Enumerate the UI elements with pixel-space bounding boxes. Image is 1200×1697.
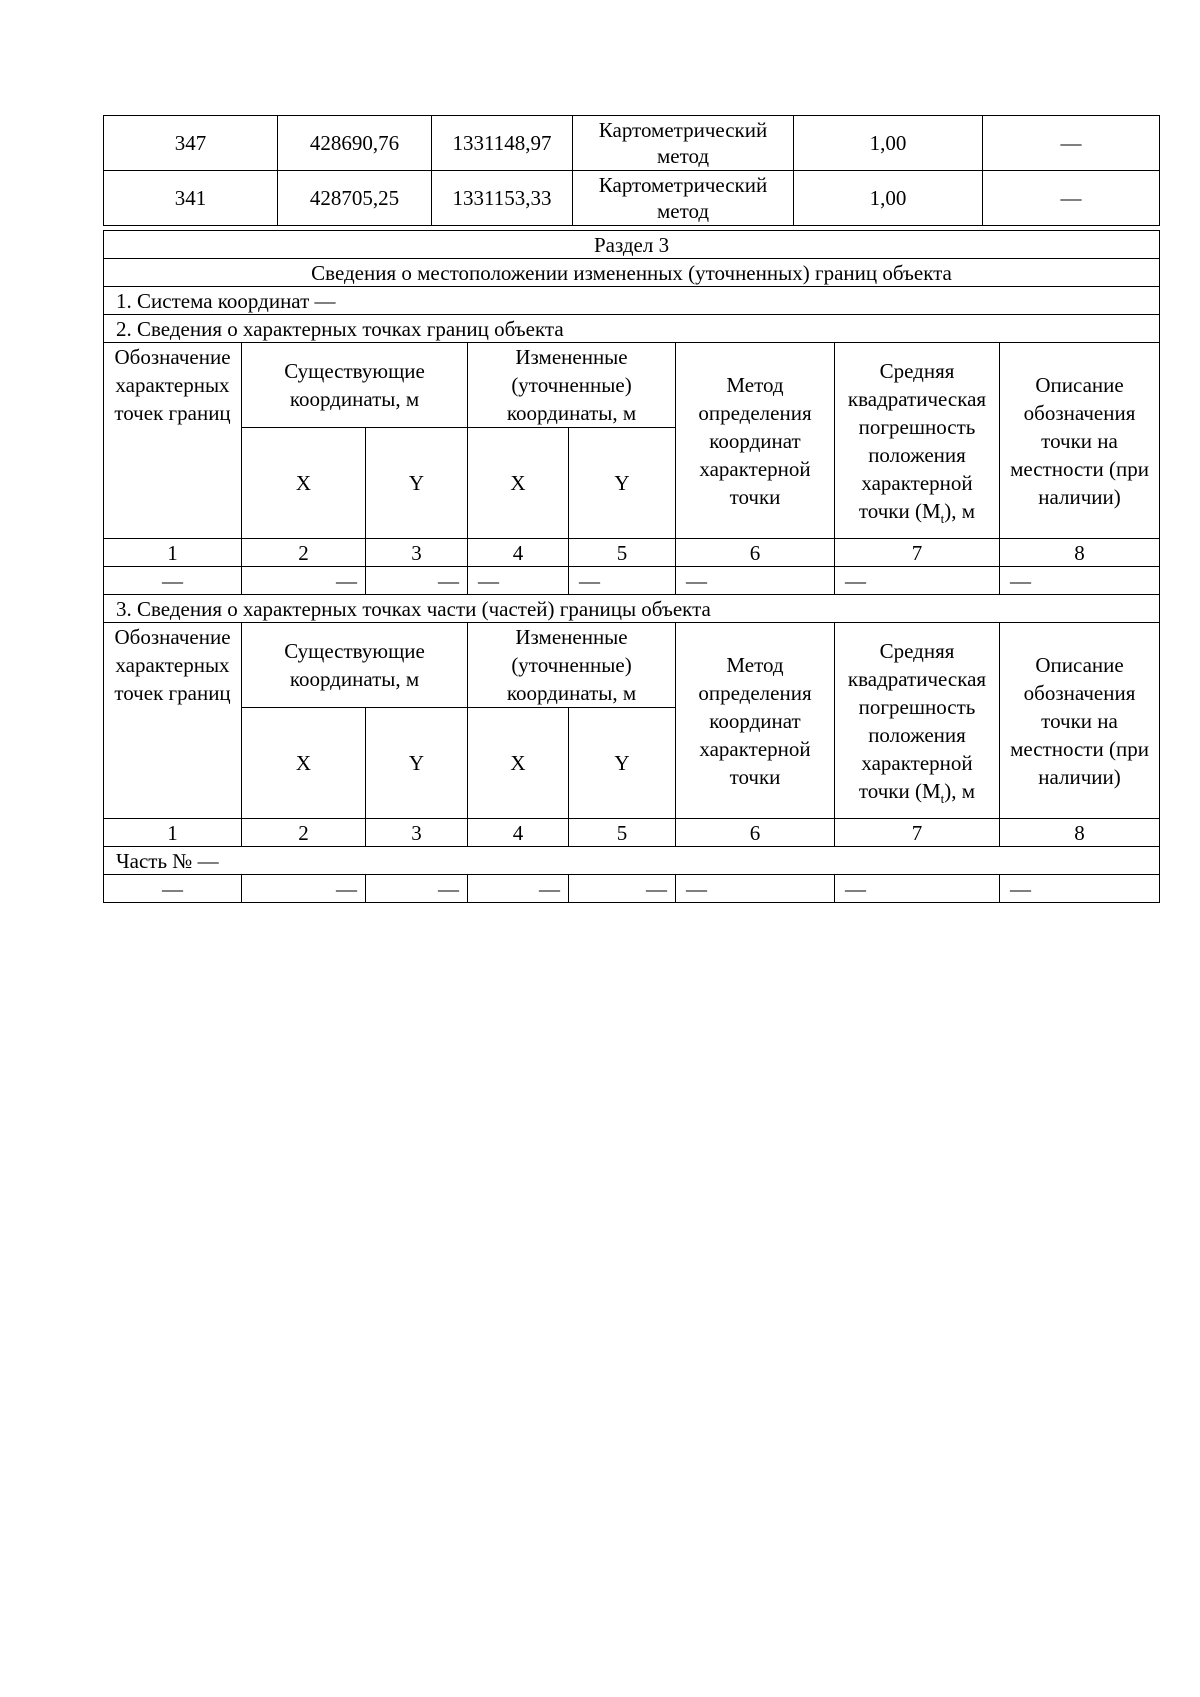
empty-cell: — xyxy=(676,567,835,595)
col-number: 7 xyxy=(835,539,1000,567)
col-number: 5 xyxy=(569,539,676,567)
header-existing-coords: Существующие координаты, м xyxy=(242,343,468,428)
table-row xyxy=(104,116,1160,171)
col-number: 1 xyxy=(104,819,242,847)
col-number: 2 xyxy=(242,539,366,567)
method: Картометрический метод xyxy=(573,171,794,226)
header-changed-coords: Измененные (уточненные) координаты, м xyxy=(468,343,676,428)
section-title: Раздел 3 xyxy=(104,231,1160,259)
col-number: 8 xyxy=(1000,539,1160,567)
point-number: 347 xyxy=(104,116,278,171)
col-number: 5 xyxy=(569,819,676,847)
table-row xyxy=(104,875,1160,903)
method: Картометрический метод xyxy=(573,116,794,171)
accuracy: 1,00 xyxy=(794,116,983,171)
section-subtitle: Сведения о местоположении измененных (уточненных) границ объекта xyxy=(104,259,1160,287)
points-subsection-title: 2. Сведения о характерных точках границ объекта xyxy=(104,315,1160,343)
coord-y: 1331153,33 xyxy=(432,171,573,226)
col-number: 4 xyxy=(468,539,569,567)
description: — xyxy=(983,116,1160,171)
header-x: X xyxy=(242,428,366,539)
header-x: X xyxy=(468,428,569,539)
header-y: Y xyxy=(569,428,676,539)
col-number: 2 xyxy=(242,819,366,847)
point-number: 341 xyxy=(104,171,278,226)
section-3-table xyxy=(103,230,1160,903)
col-number: 7 xyxy=(835,819,1000,847)
col-number: 6 xyxy=(676,819,835,847)
header-description: Описание обозначения точки на местности (при наличии) xyxy=(1000,623,1160,819)
empty-cell: — xyxy=(468,875,569,903)
table-row xyxy=(104,567,1160,595)
coord-system: 1. Система координат — xyxy=(104,287,1160,315)
previous-points-table xyxy=(103,115,1160,226)
empty-cell: — xyxy=(569,567,676,595)
description: — xyxy=(983,171,1160,226)
empty-cell: — xyxy=(242,567,366,595)
empty-cell: — xyxy=(569,875,676,903)
empty-cell: — xyxy=(468,567,569,595)
header-x: X xyxy=(242,708,366,819)
part-points-subsection-title: 3. Сведения о характерных точках части (частей) границы объекта xyxy=(104,595,1160,623)
col-number: 4 xyxy=(468,819,569,847)
empty-cell: — xyxy=(104,875,242,903)
header-changed-coords: Измененные (уточненные) координаты, м xyxy=(468,623,676,708)
empty-cell: — xyxy=(1000,875,1160,903)
header-y: Y xyxy=(569,708,676,819)
coord-x: 428690,76 xyxy=(278,116,432,171)
header-accuracy: Средняя квадратическая погрешность положения характерной точки $(M_t)$, м xyxy=(835,623,1000,819)
col-number: 8 xyxy=(1000,819,1160,847)
table-row xyxy=(104,171,1160,226)
header-method: Метод определения координат характерной точки xyxy=(676,343,835,539)
empty-cell: — xyxy=(835,875,1000,903)
header-y: Y xyxy=(366,708,468,819)
coord-y: 1331148,97 xyxy=(432,116,573,171)
col-number: 1 xyxy=(104,539,242,567)
header-description: Описание обозначения точки на местности (при наличии) xyxy=(1000,343,1160,539)
coord-x: 428705,25 xyxy=(278,171,432,226)
header-existing-coords: Существующие координаты, м xyxy=(242,623,468,708)
accuracy: 1,00 xyxy=(794,171,983,226)
header-designation: Обозначение характерных точек границ xyxy=(104,343,242,539)
col-number: 6 xyxy=(676,539,835,567)
header-accuracy: Средняя квадратическая погрешность положения характерной точки $(M_t)$, м xyxy=(835,343,1000,539)
empty-cell: — xyxy=(835,567,1000,595)
header-designation: Обозначение характерных точек границ xyxy=(104,623,242,819)
col-number: 3 xyxy=(366,539,468,567)
empty-cell: — xyxy=(104,567,242,595)
header-y: Y xyxy=(366,428,468,539)
header-method: Метод определения координат характерной точки xyxy=(676,623,835,819)
col-number: 3 xyxy=(366,819,468,847)
empty-cell: — xyxy=(242,875,366,903)
empty-cell: — xyxy=(366,567,468,595)
empty-cell: — xyxy=(366,875,468,903)
empty-cell: — xyxy=(676,875,835,903)
empty-cell: — xyxy=(1000,567,1160,595)
part-label: Часть № — xyxy=(104,847,1160,875)
header-x: X xyxy=(468,708,569,819)
